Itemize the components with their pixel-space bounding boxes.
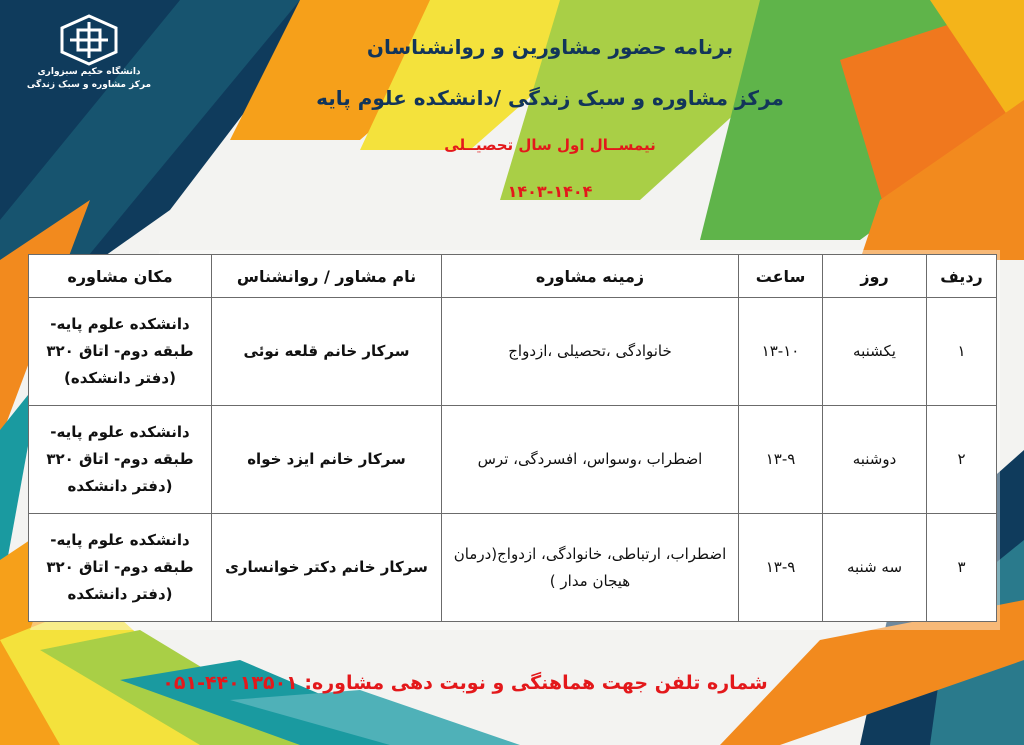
page-title: برنامه حضور مشاورین و روانشناسان bbox=[366, 35, 734, 59]
cell-counselor: سرکار خانم دکتر خوانساری bbox=[212, 514, 442, 622]
cell-time: ۱۳-۱۰ bbox=[739, 298, 823, 406]
cell-row-number: ۲ bbox=[927, 406, 997, 514]
header-field: زمینه مشاوره bbox=[442, 255, 739, 298]
cell-field: اضطراب، ارتباطی، خانوادگی، ازدواج(درمان هیجان مدار ) bbox=[442, 514, 739, 622]
cell-location: دانشکده علوم پایه- طبقه دوم- اتاق ۳۲۰ (دفتر دانشکده bbox=[29, 514, 212, 622]
academic-year: ۱۴۰۳-۱۴۰۴ bbox=[507, 182, 593, 201]
cell-location: دانشکده علوم پایه- طبقه دوم- اتاق ۳۲۰ (دفتر دانشکده) bbox=[29, 298, 212, 406]
table-row bbox=[29, 298, 997, 406]
cell-location: دانشکده علوم پایه- طبقه دوم- اتاق ۳۲۰ (دفتر دانشکده bbox=[29, 406, 212, 514]
cell-time: ۱۳-۹ bbox=[739, 514, 823, 622]
cell-row-number: ۱ bbox=[927, 298, 997, 406]
cell-time: ۱۳-۹ bbox=[739, 406, 823, 514]
table-row bbox=[29, 406, 997, 514]
contact-phone-line: شماره تلفن جهت هماهنگی و نوبت دهی مشاوره: ۴۴۰۱۳۵۰۱-۰۵۱ bbox=[162, 672, 768, 694]
header-counselor: نام مشاور / روانشناس bbox=[212, 255, 442, 298]
cell-row-number: ۳ bbox=[927, 514, 997, 622]
cell-counselor: سرکار خانم قلعه نوئی bbox=[212, 298, 442, 406]
semester-label: نیمســال اول سال تحصیــلی bbox=[444, 136, 656, 154]
cell-field: خانوادگی ،تحصیلی ،ازدواج bbox=[442, 298, 739, 406]
cell-day: سه شنبه bbox=[823, 514, 927, 622]
header-location: مکان مشاوره bbox=[29, 255, 212, 298]
page-subtitle: مرکز مشاوره و سبک زندگی /دانشکده علوم پایه bbox=[316, 86, 784, 110]
schedule-table bbox=[28, 254, 997, 622]
logo-university-name: دانشگاه حکیم سبزواری bbox=[37, 67, 141, 77]
cell-day: یکشنبه bbox=[823, 298, 927, 406]
university-logo bbox=[14, 14, 164, 92]
cell-field: اضطراب ،وسواس، افسردگی، ترس bbox=[442, 406, 739, 514]
table-header-row bbox=[29, 255, 997, 298]
university-emblem-icon bbox=[60, 14, 118, 66]
table-row bbox=[29, 514, 997, 622]
header-day: روز bbox=[823, 255, 927, 298]
logo-center-name: مرکز مشاوره و سبک زندگی bbox=[26, 80, 152, 90]
cell-counselor: سرکار خانم ایزد خواه bbox=[212, 406, 442, 514]
header-time: ساعت bbox=[739, 255, 823, 298]
cell-day: دوشنبه bbox=[823, 406, 927, 514]
header-row-number: ردیف bbox=[927, 255, 997, 298]
